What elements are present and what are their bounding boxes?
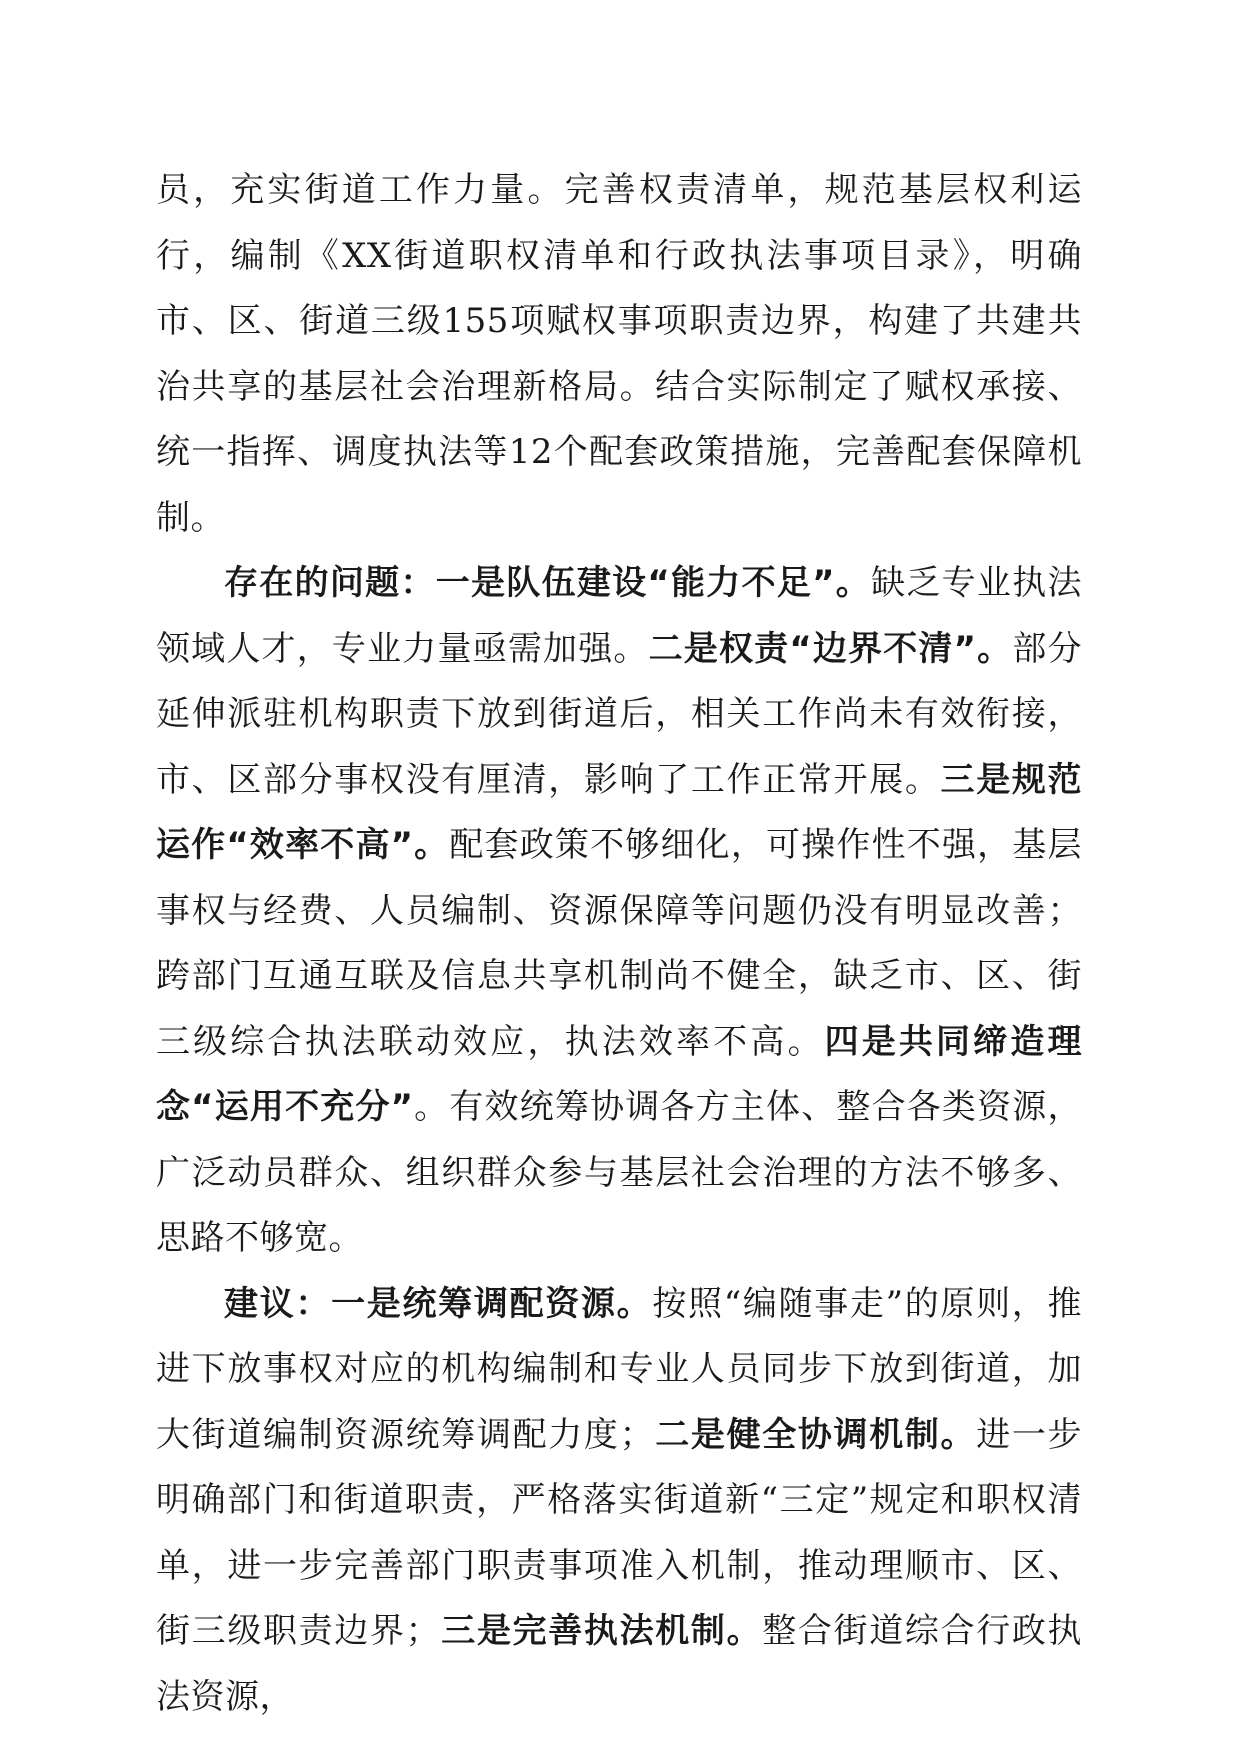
paragraph-text: 进一步明确部门和街道职责，严格落实街道新“三定”规定和职权清单，进一步完善部门职责事项准入机制，推动理顺市、区、街三级职责边界； bbox=[156, 1414, 1083, 1651]
problem-two-heading: 二是权责“边界不清”。 bbox=[648, 628, 1013, 669]
paragraph-text: 缺乏专业执法领域人才，专业力量亟需加强。 bbox=[156, 563, 1082, 669]
paragraph-text: 整合街道综合行政执法资源， bbox=[156, 1611, 1083, 1717]
suggestion-three-heading: 三是完善执法机制。 bbox=[440, 1611, 763, 1651]
paragraph-suggestions bbox=[156, 1272, 1082, 1731]
paragraph-text: 按照“编随事走”的原则，推进下放事权对应的机构编制和专业人员同步下放到街道，加大街道编制资源统筹调配力度； bbox=[156, 1283, 1083, 1455]
suggestions-heading: 建议：一是统筹调配资源。 bbox=[224, 1283, 653, 1324]
problems-heading: 存在的问题：一是队伍建设“能力不足”。 bbox=[224, 563, 872, 603]
paragraph-problems bbox=[156, 551, 1082, 1272]
document-body bbox=[156, 158, 1082, 1730]
paragraph-text: 配套政策不够细化，可操作性不强，基层事权与经费、人员编制、资源保障等问题仍没有明显改善；跨部门互通互联及信息共享机制尚不健全，缺乏市、区、街三级综合执法联动效应，执法效率不高。 bbox=[156, 825, 1082, 1062]
paragraph-text: 部分延伸派驻机构职责下放到街道后，相关工作尚未有效衔接，市、区部分事权没有厘清，影响了工作正常开展。 bbox=[156, 628, 1083, 800]
paragraph-text: 。有效统筹协调各方主体、整合各类资源，广泛动员群众、组织群众参与基层社会治理的方法不够多、思路不够宽。 bbox=[156, 1087, 1082, 1258]
paragraph-text: 员，充实街道工作力量。完善权责清单，规范基层权利运行，编制《XX街道职权清单和行政执法事项目录》，明确市、区、街道三级155项赋权事项职责边界，构建了共建共治共享的基层社会治理新格局。结合实际制定了赋权承接、统一指挥、调度执法等12个配套政策措施，完善配套保障机制。 bbox=[156, 170, 1082, 538]
suggestion-two-heading: 二是健全协调机制。 bbox=[654, 1414, 977, 1455]
problem-four-heading: 四是共同缔造理念“运用不充分” bbox=[156, 1021, 1082, 1127]
paragraph-intro bbox=[156, 158, 1082, 551]
problem-three-heading: 三是规范运作“效率不高”。 bbox=[156, 759, 1083, 865]
